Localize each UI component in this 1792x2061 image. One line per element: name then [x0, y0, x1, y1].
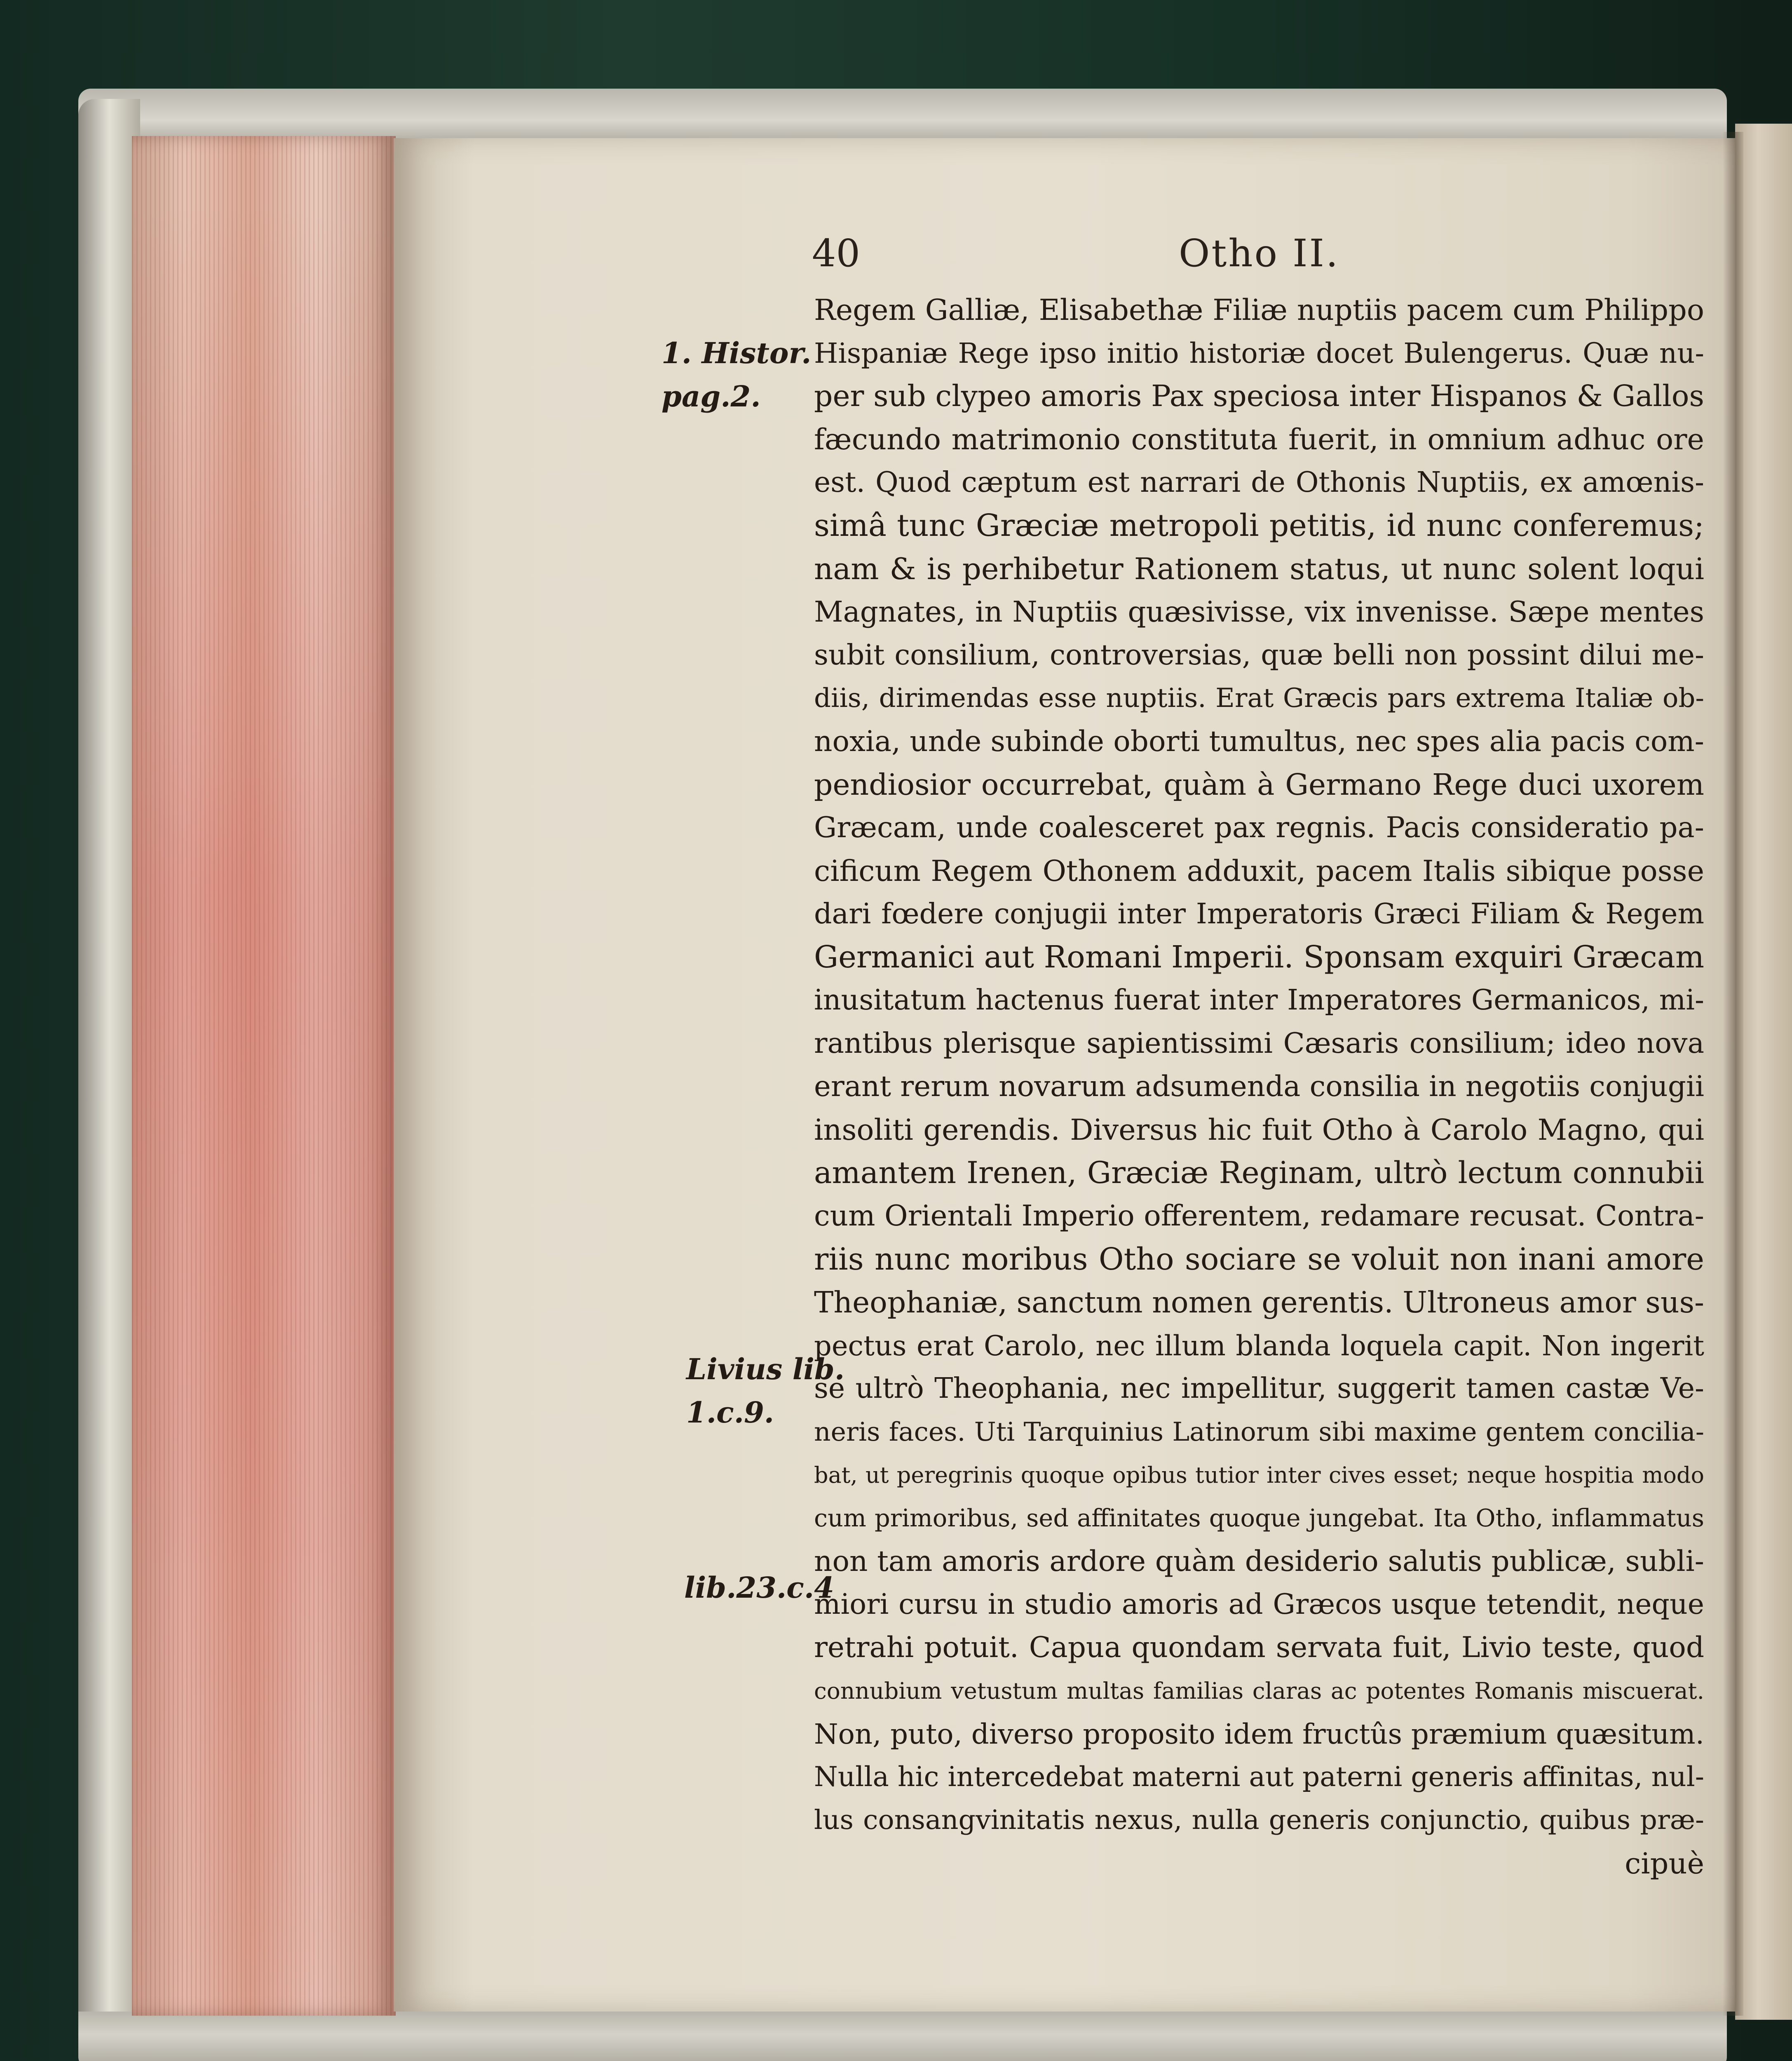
text-line: se ultrò Theophania, nec impellitur, suggerit tamen castæ Ve-	[814, 1372, 1704, 1405]
text-line: Nulla hic intercedebat materni aut paterni generis affinitas, nul-	[814, 1761, 1704, 1793]
text-line: Theophaniæ, sanctum nomen gerentis. Ultroneus amor sus-	[814, 1285, 1704, 1319]
text-line: connubium vetustum multas familias claras ac potentes Romanis miscuerat.	[814, 1678, 1704, 1704]
text-line: Non, puto, diverso proposito idem fructûs præmium quæsitum.	[814, 1718, 1704, 1750]
text-line: erant rerum novarum adsumenda consilia in negotiis conjugii	[814, 1070, 1704, 1103]
text-line: diis, dirimendas esse nuptiis. Erat Græcis pars extrema Italiæ ob-	[814, 683, 1704, 714]
text-line: amantem Irenen, Græciæ Reginam, ultrò lectum connubii	[814, 1155, 1704, 1190]
text-line: inusitatum hactenus fuerat inter Imperatores Germanicos, mi-	[814, 984, 1704, 1016]
text-line: nam & is perhibetur Rationem status, ut nunc solent loqui	[814, 552, 1704, 587]
text-line: insoliti gerendis. Diversus hic fuit Otho à Carolo Magno, qui	[814, 1113, 1704, 1147]
text-line: simâ tunc Græciæ metropoli petitis, id nunc conferemus;	[814, 508, 1704, 544]
catchword: cipuè	[1625, 1846, 1704, 1880]
running-head	[812, 225, 1694, 282]
text-line: fæcundo matrimonio constituta fuerit, in omnium adhuc ore	[814, 423, 1704, 457]
book-cover-bottom-edge	[78, 2012, 1727, 2061]
margin-note	[661, 332, 811, 418]
text-line: cum Orientali Imperio offerentem, redamare recusat. Contra-	[814, 1200, 1704, 1233]
margin-note	[684, 1566, 834, 1610]
running-head-title: Otho II.	[1179, 231, 1340, 275]
body-text	[814, 289, 1704, 1885]
book-cover-spine	[78, 99, 140, 2061]
page-gutter	[1723, 132, 1743, 2016]
margin-note-line: 1.c.9.	[686, 1395, 774, 1430]
text-line: subit consilium, controversias, quæ belli non possint dilui me-	[814, 638, 1704, 671]
text-line: neris faces. Uti Tarquinius Latinorum sibi maxime gentem concilia-	[814, 1416, 1704, 1447]
page-block-edges	[132, 136, 396, 2016]
text-line: Græcam, unde coalesceret pax regnis. Pacis consideratio pa-	[814, 811, 1704, 845]
text-line: dari fœdere conjugii inter Imperatoris Græci Filiam & Regem	[814, 897, 1704, 930]
text-line: est. Quod cæptum est narrari de Othonis Nuptiis, ex amœnis-	[814, 466, 1704, 499]
text-line: pectus erat Carolo, nec illum blanda loquela capit. Non ingerit	[814, 1329, 1704, 1362]
facing-page-edge	[1735, 124, 1792, 2020]
text-line: lus consangvinitatis nexus, nulla generis conjunctio, quibus præ-	[814, 1805, 1704, 1836]
margin-note-line: Livius lib.	[686, 1352, 845, 1386]
text-line: noxia, unde subinde oborti tumultus, nec spes alia pacis com-	[814, 725, 1704, 758]
margin-note-line: pag.2.	[661, 379, 761, 413]
text-line: Regem Galliæ, Elisabethæ Filiæ nuptiis pacem cum Philippo	[814, 293, 1704, 327]
text-line: Germanici aut Romani Imperii. Sponsam exquiri Græcam	[814, 939, 1704, 975]
margin-note-line: 1. Histor.	[661, 336, 812, 370]
text-line: per sub clypeo amoris Pax speciosa inter Hispanos & Gallos	[814, 379, 1704, 413]
text-line: Hispaniæ Rege ipso initio historiæ docet Bulengerus. Quæ nu-	[814, 337, 1704, 369]
text-line: non tam amoris ardore quàm desiderio salutis publicæ, subli-	[814, 1545, 1704, 1578]
text-line: Magnates, in Nuptiis quæsivisse, vix invenisse. Sæpe mentes	[814, 595, 1704, 629]
text-line: miori cursu in studio amoris ad Græcos usque tetendit, neque	[814, 1588, 1704, 1621]
text-line: pendiosior occurrebat, quàm à Germano Rege duci uxorem	[814, 767, 1704, 802]
text-line: rantibus plerisque sapientissimi Cæsaris consilium; ideo nova	[814, 1027, 1704, 1060]
margin-note-line: lib.23.c.4	[684, 1570, 834, 1605]
text-line: cum primoribus, sed affinitates quoque jungebat. Ita Otho, inflammatus	[814, 1504, 1704, 1533]
text-line: bat, ut peregrinis quoque opibus tutior inter cives esset; neque hospitia modo	[814, 1462, 1704, 1488]
text-line: riis nunc moribus Otho sociare se voluit non inani amore	[814, 1242, 1704, 1277]
text-line: retrahi potuit. Capua quondam servata fuit, Livio teste, quod	[814, 1631, 1704, 1664]
text-line: cificum Regem Othonem adduxit, pacem Italis sibique posse	[814, 854, 1704, 888]
page-number: 40	[812, 231, 861, 275]
